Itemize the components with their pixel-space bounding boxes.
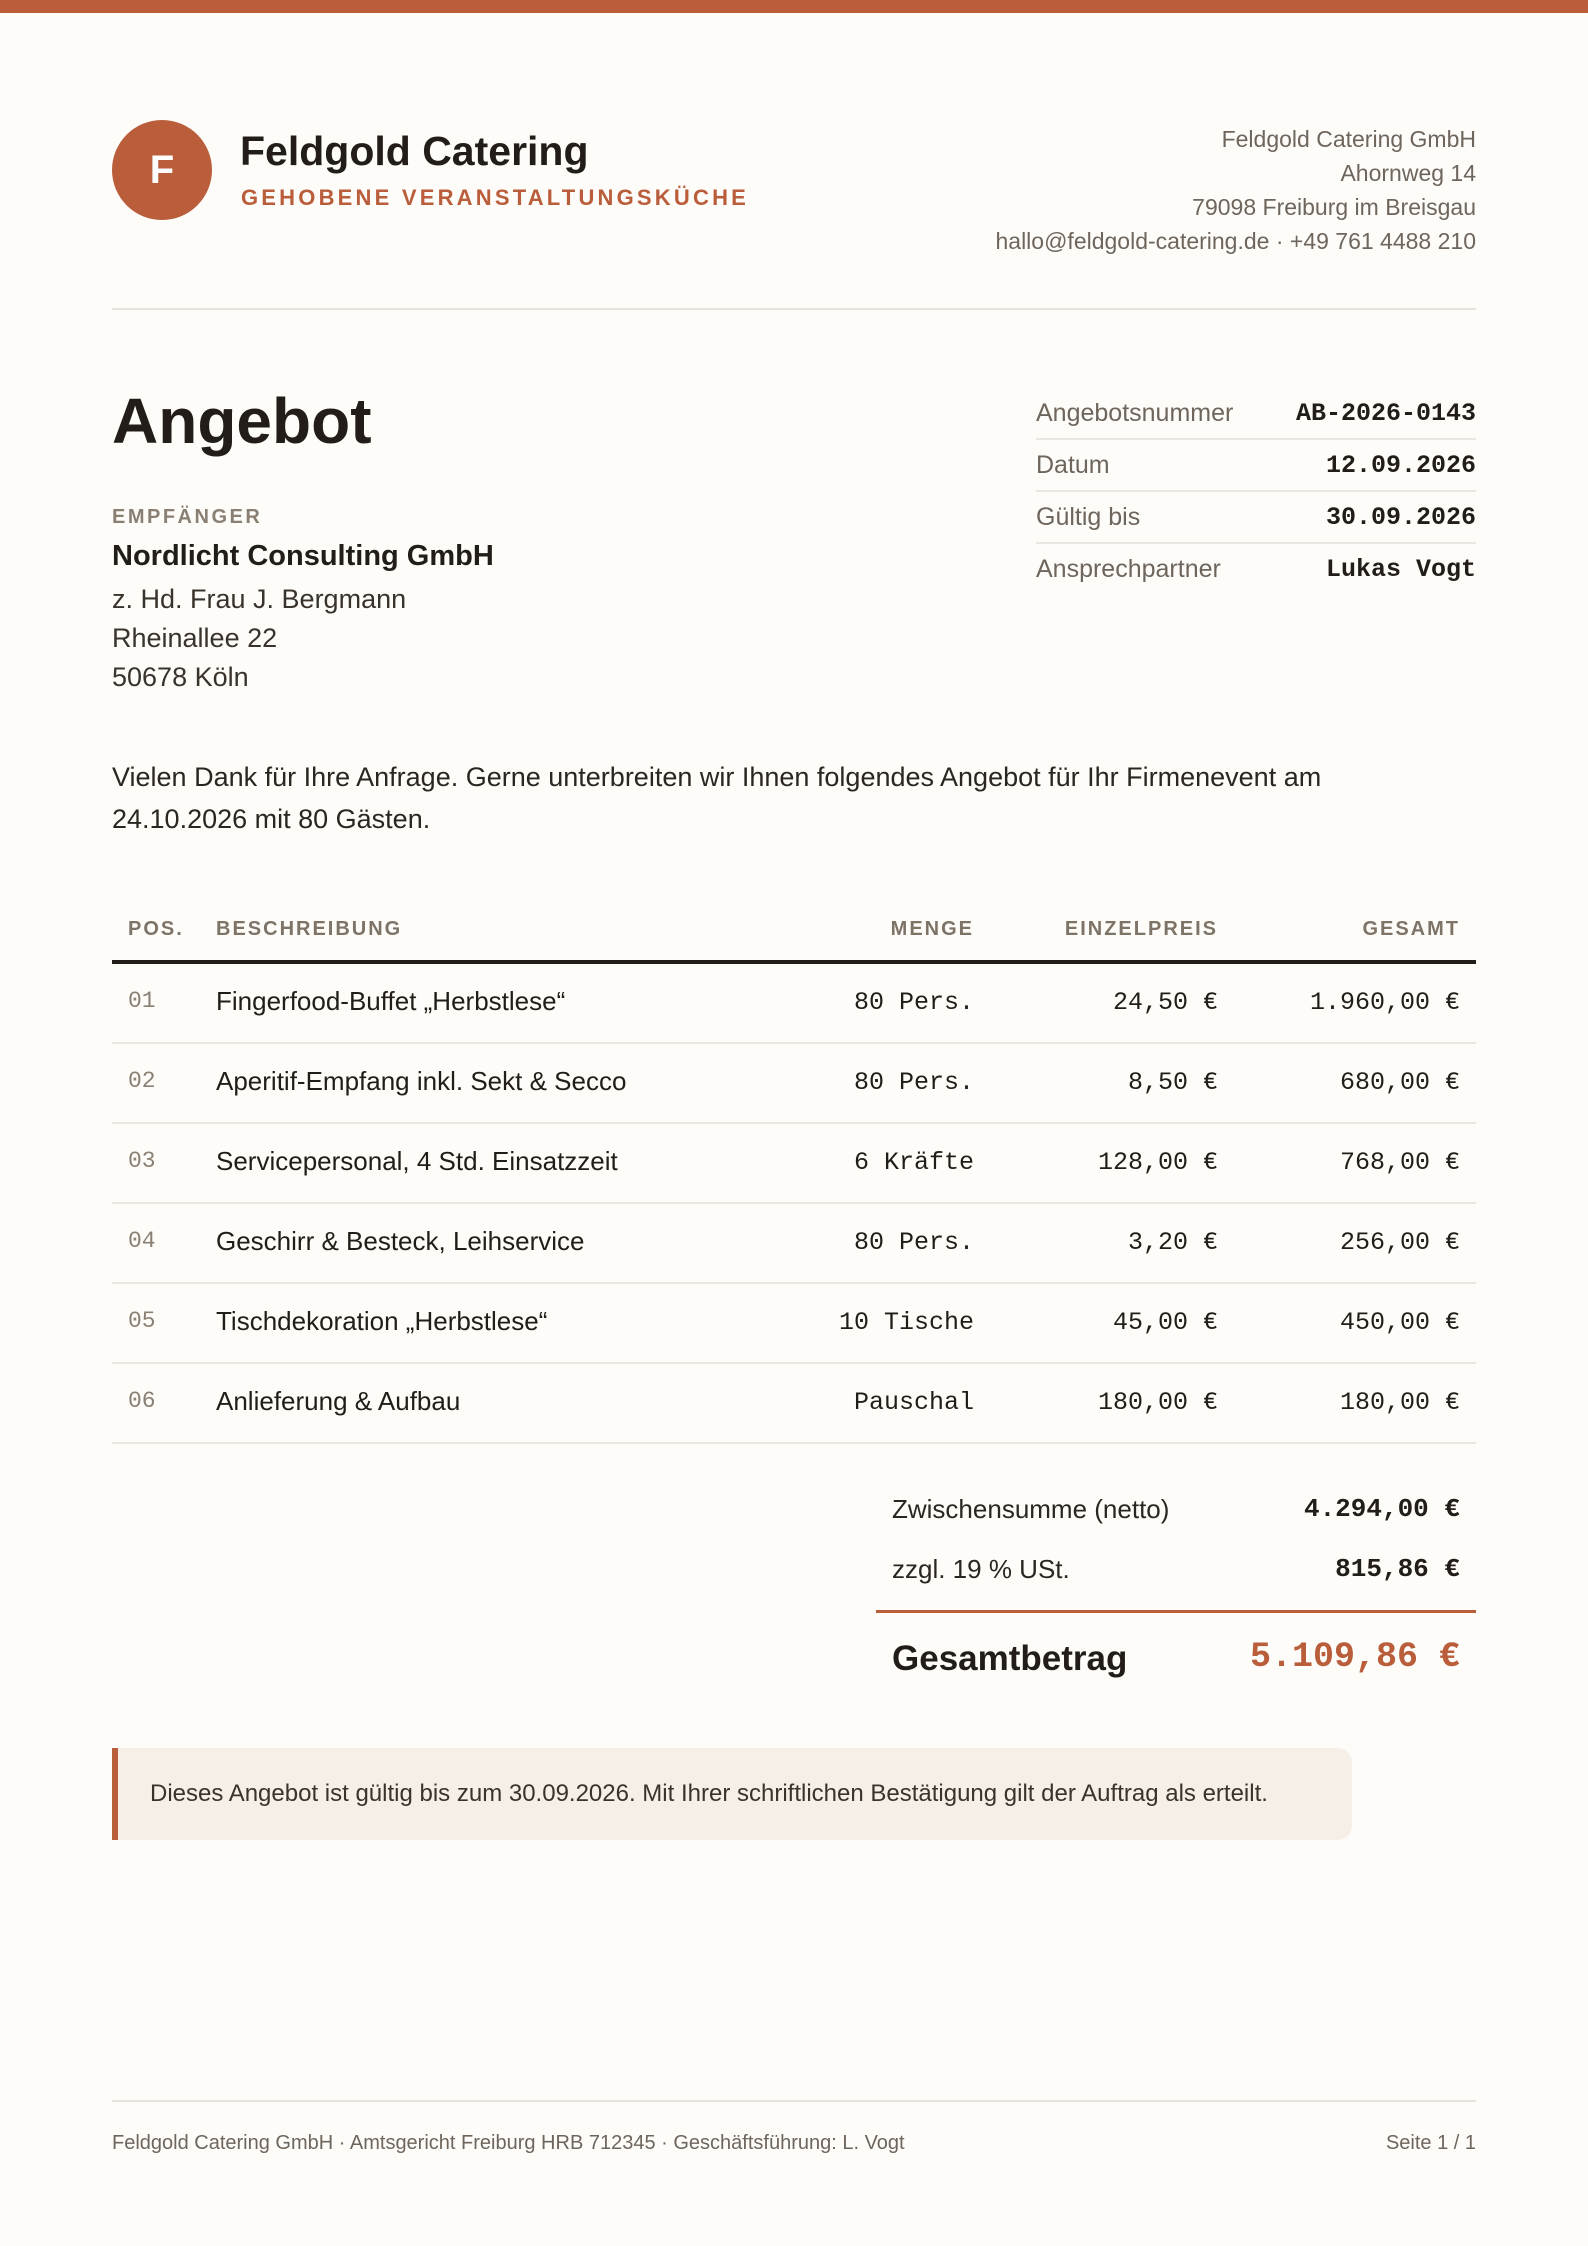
brand-logo <box>112 120 212 220</box>
row-pos: 02 <box>128 1068 156 1094</box>
table-row <box>112 1204 1476 1284</box>
col-header-total: GESAMT <box>1362 918 1460 940</box>
col-header-description: BESCHREIBUNG <box>216 918 403 940</box>
line-items-table <box>112 900 1476 1444</box>
row-total: 680,00 € <box>1339 1068 1460 1097</box>
col-header-unit-price: EINZELPREIS <box>1064 918 1218 940</box>
meta-value: AB-2026-0143 <box>1295 398 1476 428</box>
recipient-address <box>112 580 406 697</box>
meta-label: Ansprechpartner <box>1036 554 1221 583</box>
row-description: Servicepersonal, 4 Std. Einsatzzeit <box>216 1146 618 1176</box>
meta-row-valid-until <box>1036 492 1476 544</box>
row-description: Anlieferung & Aufbau <box>216 1386 461 1416</box>
row-quantity: 80 Pers. <box>853 1228 974 1257</box>
subtotal-value: 4.294,00 € <box>1303 1494 1460 1524</box>
row-quantity: 80 Pers. <box>853 1068 974 1097</box>
validity-note-text: Dieses Angebot ist gültig bis zum 30.09.2026. Mit Ihrer schriftlichen Bestätigung gilt der Auftrag als erteilt. <box>150 1780 1268 1807</box>
brand-tagline: GEHOBENE VERANSTALTUNGSKÜCHE <box>241 185 750 210</box>
header-divider <box>112 308 1476 310</box>
meta-row-contact-person <box>1036 544 1476 594</box>
row-quantity: 6 Kräfte <box>853 1148 974 1177</box>
row-total: 256,00 € <box>1339 1228 1460 1257</box>
brand-logo-initial: F <box>149 147 175 192</box>
sender-city: 79098 Freiburg im Breisgau <box>1192 194 1476 220</box>
row-unit-price: 128,00 € <box>1097 1148 1218 1177</box>
quote-page <box>112 0 1476 2246</box>
meta-row-date <box>1036 440 1476 492</box>
vat-row <box>876 1538 1476 1598</box>
col-header-pos: POS. <box>128 918 184 940</box>
row-quantity: 80 Pers. <box>853 988 974 1017</box>
row-quantity: 10 Tische <box>838 1308 974 1337</box>
row-unit-price: 8,50 € <box>1127 1068 1218 1097</box>
sender-contact: hallo@feldgold-catering.de · +49 761 4488 210 <box>995 228 1476 254</box>
recipient-city: 50678 Köln <box>112 662 249 692</box>
sender-address <box>995 122 1476 258</box>
table-row <box>112 1364 1476 1444</box>
row-description: Aperitif-Empfang inkl. Sekt & Secco <box>216 1066 627 1096</box>
col-header-quantity: MENGE <box>890 918 974 940</box>
footer-divider <box>112 2100 1476 2102</box>
row-total: 1.960,00 € <box>1309 988 1460 1017</box>
table-row <box>112 1284 1476 1364</box>
recipient-company: Nordlicht Consulting GmbH <box>112 540 494 572</box>
recipient-label: EMPFÄNGER <box>112 506 263 528</box>
row-total: 450,00 € <box>1339 1308 1460 1337</box>
row-unit-price: 24,50 € <box>1112 988 1218 1017</box>
table-row <box>112 1124 1476 1204</box>
row-pos: 06 <box>128 1388 156 1414</box>
recipient-attention: z. Hd. Frau J. Bergmann <box>112 584 407 614</box>
row-quantity: Pauschal <box>853 1388 974 1417</box>
subtotal-row <box>876 1478 1476 1538</box>
meta-label: Angebotsnummer <box>1036 398 1234 427</box>
grand-total-value: 5.109,86 € <box>1249 1637 1460 1677</box>
footer-legal: Feldgold Catering GmbH · Amtsgericht Freiburg HRB 712345 · Geschäftsführung: L. Vogt <box>112 2132 905 2154</box>
quote-meta-table <box>1036 388 1476 594</box>
vat-value: 815,86 € <box>1335 1554 1460 1584</box>
table-header <box>112 900 1476 964</box>
subtotal-label: Zwischensumme (netto) <box>892 1494 1170 1524</box>
row-pos: 04 <box>128 1228 156 1254</box>
meta-label: Gültig bis <box>1036 502 1141 531</box>
validity-note <box>112 1748 1352 1840</box>
row-total: 768,00 € <box>1339 1148 1460 1177</box>
footer-page-number: Seite 1 / 1 <box>1385 2132 1476 2154</box>
row-description: Geschirr & Besteck, Leihservice <box>216 1226 585 1256</box>
meta-value: 12.09.2026 <box>1325 450 1476 480</box>
row-unit-price: 180,00 € <box>1097 1388 1218 1417</box>
row-unit-price: 45,00 € <box>1112 1308 1218 1337</box>
row-unit-price: 3,20 € <box>1127 1228 1218 1257</box>
sender-company: Feldgold Catering GmbH <box>1221 126 1476 152</box>
meta-row-number <box>1036 388 1476 440</box>
meta-value: Lukas Vogt <box>1325 554 1476 584</box>
row-pos: 05 <box>128 1308 156 1334</box>
row-pos: 03 <box>128 1148 156 1174</box>
vat-label: zzgl. 19 % USt. <box>892 1554 1070 1584</box>
recipient-street: Rheinallee 22 <box>112 623 278 653</box>
grand-total-label: Gesamtbetrag <box>892 1639 1128 1678</box>
table-row <box>112 1044 1476 1124</box>
intro-text: Vielen Dank für Ihre Anfrage. Gerne unterbreiten wir Ihnen folgendes Angebot für Ihr Firmenevent am 24.10.2026 mit 80 Gästen. <box>112 762 1322 834</box>
totals-block <box>876 1478 1476 1703</box>
row-total: 180,00 € <box>1339 1388 1460 1417</box>
row-description: Tischdekoration „Herbstlese“ <box>216 1306 548 1336</box>
grand-total-row <box>876 1613 1476 1703</box>
document-title: Angebot <box>112 385 372 457</box>
row-pos: 01 <box>128 988 156 1014</box>
table-row <box>112 964 1476 1044</box>
sender-street: Ahornweg 14 <box>1340 160 1476 186</box>
row-description: Fingerfood-Buffet „Herbstlese“ <box>216 986 566 1016</box>
brand-name: Feldgold Catering <box>240 128 589 174</box>
meta-value: 30.09.2026 <box>1325 502 1476 532</box>
meta-label: Datum <box>1036 450 1110 479</box>
